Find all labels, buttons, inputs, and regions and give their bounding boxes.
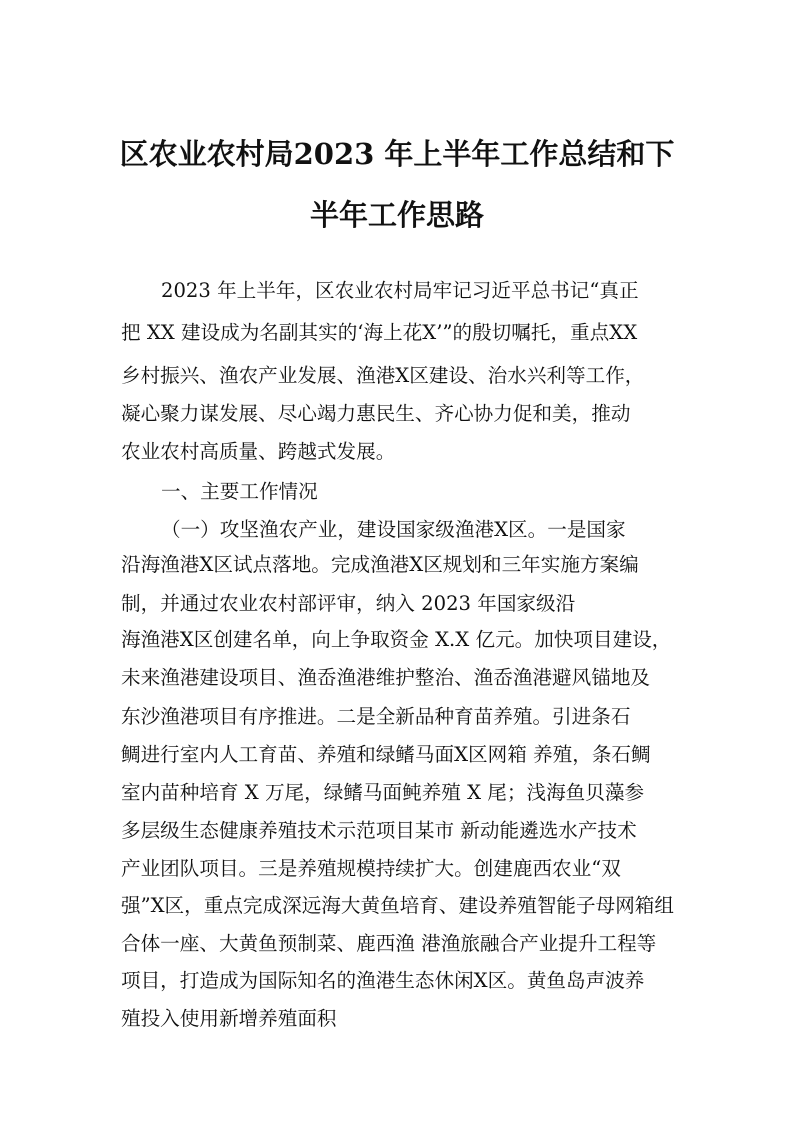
paragraph-line: 强”X区，重点完成深远海大黄鱼培育、建设养殖智能子母网箱组 xyxy=(121,894,674,917)
paragraph-line: 凝心聚力谋发展、尽心竭力惠民生、齐心协力促和美，推动 xyxy=(121,402,631,425)
paragraph-line: 多层级生态健康养殖技术示范项目某市 新动能遴选水产技术 xyxy=(121,819,637,842)
paragraph-line: 室内苗种培育 X 万尾，绿鳍马面鲀养殖 X 尾；浅海鱼贝藻参 xyxy=(121,781,645,804)
document-title-line-2: 半年工作思路 xyxy=(309,198,484,232)
document-title-line-1: 区农业农村局2023 年上半年工作总结和下 xyxy=(119,137,675,171)
paragraph-line: 制，并通过农业农村部评审，纳入 2023 年国家级沿 xyxy=(121,592,576,615)
paragraph-line: 产业团队项目。三是养殖规模持续扩大。创建鹿西农业“双 xyxy=(121,857,621,880)
paragraph-line: 项目，打造成为国际知名的渔港生态休闲X区。黄鱼岛声波养 xyxy=(121,969,645,992)
paragraph-line: 把 XX 建设成为名副其实的‘海上花X’”的殷切嘱托，重点XX xyxy=(121,321,638,344)
paragraph-line: 东沙渔港项目有序推进。二是全新品种育苗养殖。引进条石 xyxy=(121,705,631,728)
section-heading: 一、主要工作情况 xyxy=(161,480,318,503)
paragraph-line: 农业农村高质量、跨越式发展。 xyxy=(121,440,396,463)
paragraph-line: 合体一座、大黄鱼预制菜、鹿西渔 港渔旅融合产业提升工程等 xyxy=(121,932,657,955)
paragraph-line: （一）攻坚渔农产业，建设国家级渔港X区。一是国家 xyxy=(161,518,626,541)
paragraph-line: 海渔港X区创建名单，向上争取资金 X.X 亿元。加快项目建设， xyxy=(121,628,672,651)
paragraph-line: 2023 年上半年，区农业农村局牢记习近平总书记“真正 xyxy=(161,279,639,302)
paragraph-line: 未来渔港建设项目、渔岙渔港维护整治、渔岙渔港避风锚地及 xyxy=(121,666,651,689)
paragraph-line: 殖投入使用新增养殖面积 xyxy=(121,1007,337,1030)
paragraph-line: 鲷进行室内人工育苗、养殖和绿鳍马面X区网箱 养殖，条石鲷 xyxy=(121,743,651,766)
paragraph-line: 乡村振兴、渔农产业发展、渔港X区建设、治水兴利等工作， xyxy=(121,364,645,387)
paragraph-line: 沿海渔港X区试点落地。完成渔港X区规划和三年实施方案编 xyxy=(121,553,639,576)
